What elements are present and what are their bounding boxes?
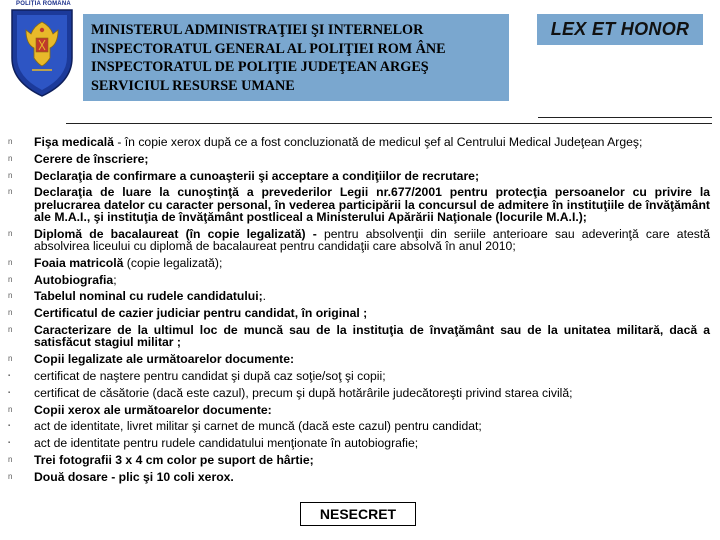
list-item-rest: . <box>262 289 267 304</box>
list-item <box>8 257 710 269</box>
list-item <box>8 404 710 416</box>
list-item <box>8 186 710 223</box>
list-item-rest: ; <box>113 272 117 287</box>
divider-short <box>538 117 712 118</box>
bullet-icon: n <box>8 257 13 267</box>
bullet-icon: n <box>8 354 13 364</box>
list-item-text <box>34 370 710 382</box>
list-item <box>8 170 710 182</box>
header-county-inspectorate: INSPECTORATUL DE POLIŢIE JUDEŢEAN ARGEŞ <box>91 59 429 75</box>
list-item-rest: certificat de naştere pentru candidat şi după caz soţie/soţ şi copii; <box>34 368 386 383</box>
list-item-text <box>34 153 710 165</box>
list-item-bold: Autobiografia <box>34 272 114 287</box>
list-item-text <box>34 353 710 365</box>
bullet-icon: n <box>8 325 13 335</box>
list-item-text <box>34 136 710 148</box>
classification-stamp: NESECRET <box>300 502 416 526</box>
list-item-bold: Caracterizare de la ultimul loc de muncă sau de la instituţia de învaţământ sau de la unitatea militară, dacă a satisfăcut stagiul militar ; <box>34 323 710 350</box>
list-item-bold: Foaia matricolă <box>34 255 124 270</box>
list-item <box>8 307 710 319</box>
list-item-rest: - în copie xerox după ce a fost concluzionată de medicul şef al Centrului Medical Judeţean Argeş; <box>113 135 643 149</box>
list-item-text <box>34 186 710 223</box>
list-item-text <box>34 274 710 286</box>
list-item-text <box>34 307 710 319</box>
list-item-rest: act de identitate, livret militar şi carnet de muncă (dacă este cazul) pentru candidat; <box>34 419 482 434</box>
motto-box: LEX ET HONOR <box>537 14 703 45</box>
list-item-text <box>34 387 710 399</box>
list-item <box>8 471 710 483</box>
list-item <box>8 353 710 365</box>
list-item-rest: certificat de căsătorie (dacă este cazul), precum şi după hotărârile judecătoreşti privind starea civilă; <box>34 385 573 400</box>
list-item-bold: Cerere de înscriere; <box>34 151 149 166</box>
list-item <box>8 136 710 148</box>
list-item-text <box>34 437 710 449</box>
bullet-icon: n <box>8 153 13 163</box>
sub-bullet-icon: ▪ <box>8 440 11 447</box>
list-item <box>8 370 710 382</box>
list-item-bold: Tabelul nominal cu rudele candidatului; <box>34 289 263 304</box>
bullet-icon: n <box>8 137 13 146</box>
sub-bullet-icon: ▪ <box>8 389 11 396</box>
list-item <box>8 228 710 253</box>
list-item <box>8 437 710 449</box>
crest-caption: POLIȚIA ROMÂNĂ <box>16 1 71 7</box>
list-item-bold: Declaraţia de luare la cunoştinţă a prevederilor Legii nr.677/2001 pentru protecţia persoanelor cu privire la prelucrarea datelor cu caracter personal, în vederea participării la concursul de admitere în instituţiile de învăţământ ale M.A.I., şi instituţia de învăţământ postliceal a Ministerului Apărării Naţionale (locurile M.A.I.); <box>34 185 710 224</box>
list-item <box>8 324 710 349</box>
sub-bullet-icon: ▪ <box>8 423 11 430</box>
list-item-text <box>34 471 710 483</box>
list-item-bold: Două dosare - plic şi 10 coli xerox. <box>34 469 234 484</box>
bullet-icon: n <box>8 274 13 284</box>
list-item-text <box>34 170 710 182</box>
list-item-bold: Diplomă de bacalaureat (în copie legalizată) - <box>34 226 317 241</box>
list-item-text <box>34 420 710 432</box>
header-box <box>83 14 509 101</box>
list-item-rest: (copie legalizată); <box>123 255 223 270</box>
list-item <box>8 420 710 432</box>
bullet-icon: n <box>8 291 13 301</box>
list-item <box>8 153 710 165</box>
bullet-icon: n <box>8 404 13 414</box>
list-item-bold: Trei fotografii 3 x 4 cm color pe suport de hârtie; <box>34 452 314 467</box>
list-item-bold: Copii legalizate ale următoarelor documente: <box>34 352 295 367</box>
sub-bullet-icon: ▪ <box>8 372 11 379</box>
divider-long <box>66 123 712 124</box>
list-item <box>8 454 710 466</box>
list-item-text <box>34 228 710 253</box>
bullet-icon: n <box>8 308 13 318</box>
header-ministry: MINISTERUL ADMINISTRAŢIEI ŞI INTERNELOR <box>91 22 424 38</box>
list-item <box>8 274 710 286</box>
header-service: SERVICIUL RESURSE UMANE <box>91 77 295 94</box>
header-general-inspectorate: INSPECTORATUL GENERAL AL POLIŢIEI ROM ÂNE <box>91 40 446 57</box>
police-crest-logo <box>4 0 80 100</box>
bullet-icon: n <box>8 170 13 180</box>
bullet-icon: n <box>8 187 13 197</box>
list-item-bold: Copii xerox ale următoarelor documente: <box>34 402 272 417</box>
bullet-icon: n <box>8 454 13 464</box>
list-item-text <box>34 290 710 302</box>
list-item <box>8 387 710 399</box>
list-item-rest: pentru absolvenţii din seriile anterioare sau adeverinţă care atestă absolvirea liceului cu diplomă de bacalaureat pentru candidaţii care absolvă în anul 2010; <box>34 226 710 254</box>
list-item-bold: Certificatul de cazier judiciar pentru candidat, în original ; <box>34 306 368 321</box>
bullet-icon: n <box>8 471 13 481</box>
list-item-text <box>34 324 710 349</box>
romanian-police-crest-icon <box>4 0 80 100</box>
list-item-bold: Fişa medicală <box>34 135 114 149</box>
list-item-bold: Declaraţia de confirmare a cunoaşterii şi acceptare a condiţiilor de recrutare; <box>34 168 480 183</box>
list-item-text <box>34 404 710 416</box>
requirements-list <box>8 136 710 488</box>
list-item-rest: act de identitate pentru rudele candidatului menţionate în autobiografie; <box>34 436 419 451</box>
list-item-text <box>34 257 710 269</box>
list-item <box>8 290 710 302</box>
list-item-text <box>34 454 710 466</box>
bullet-icon: n <box>8 228 13 238</box>
